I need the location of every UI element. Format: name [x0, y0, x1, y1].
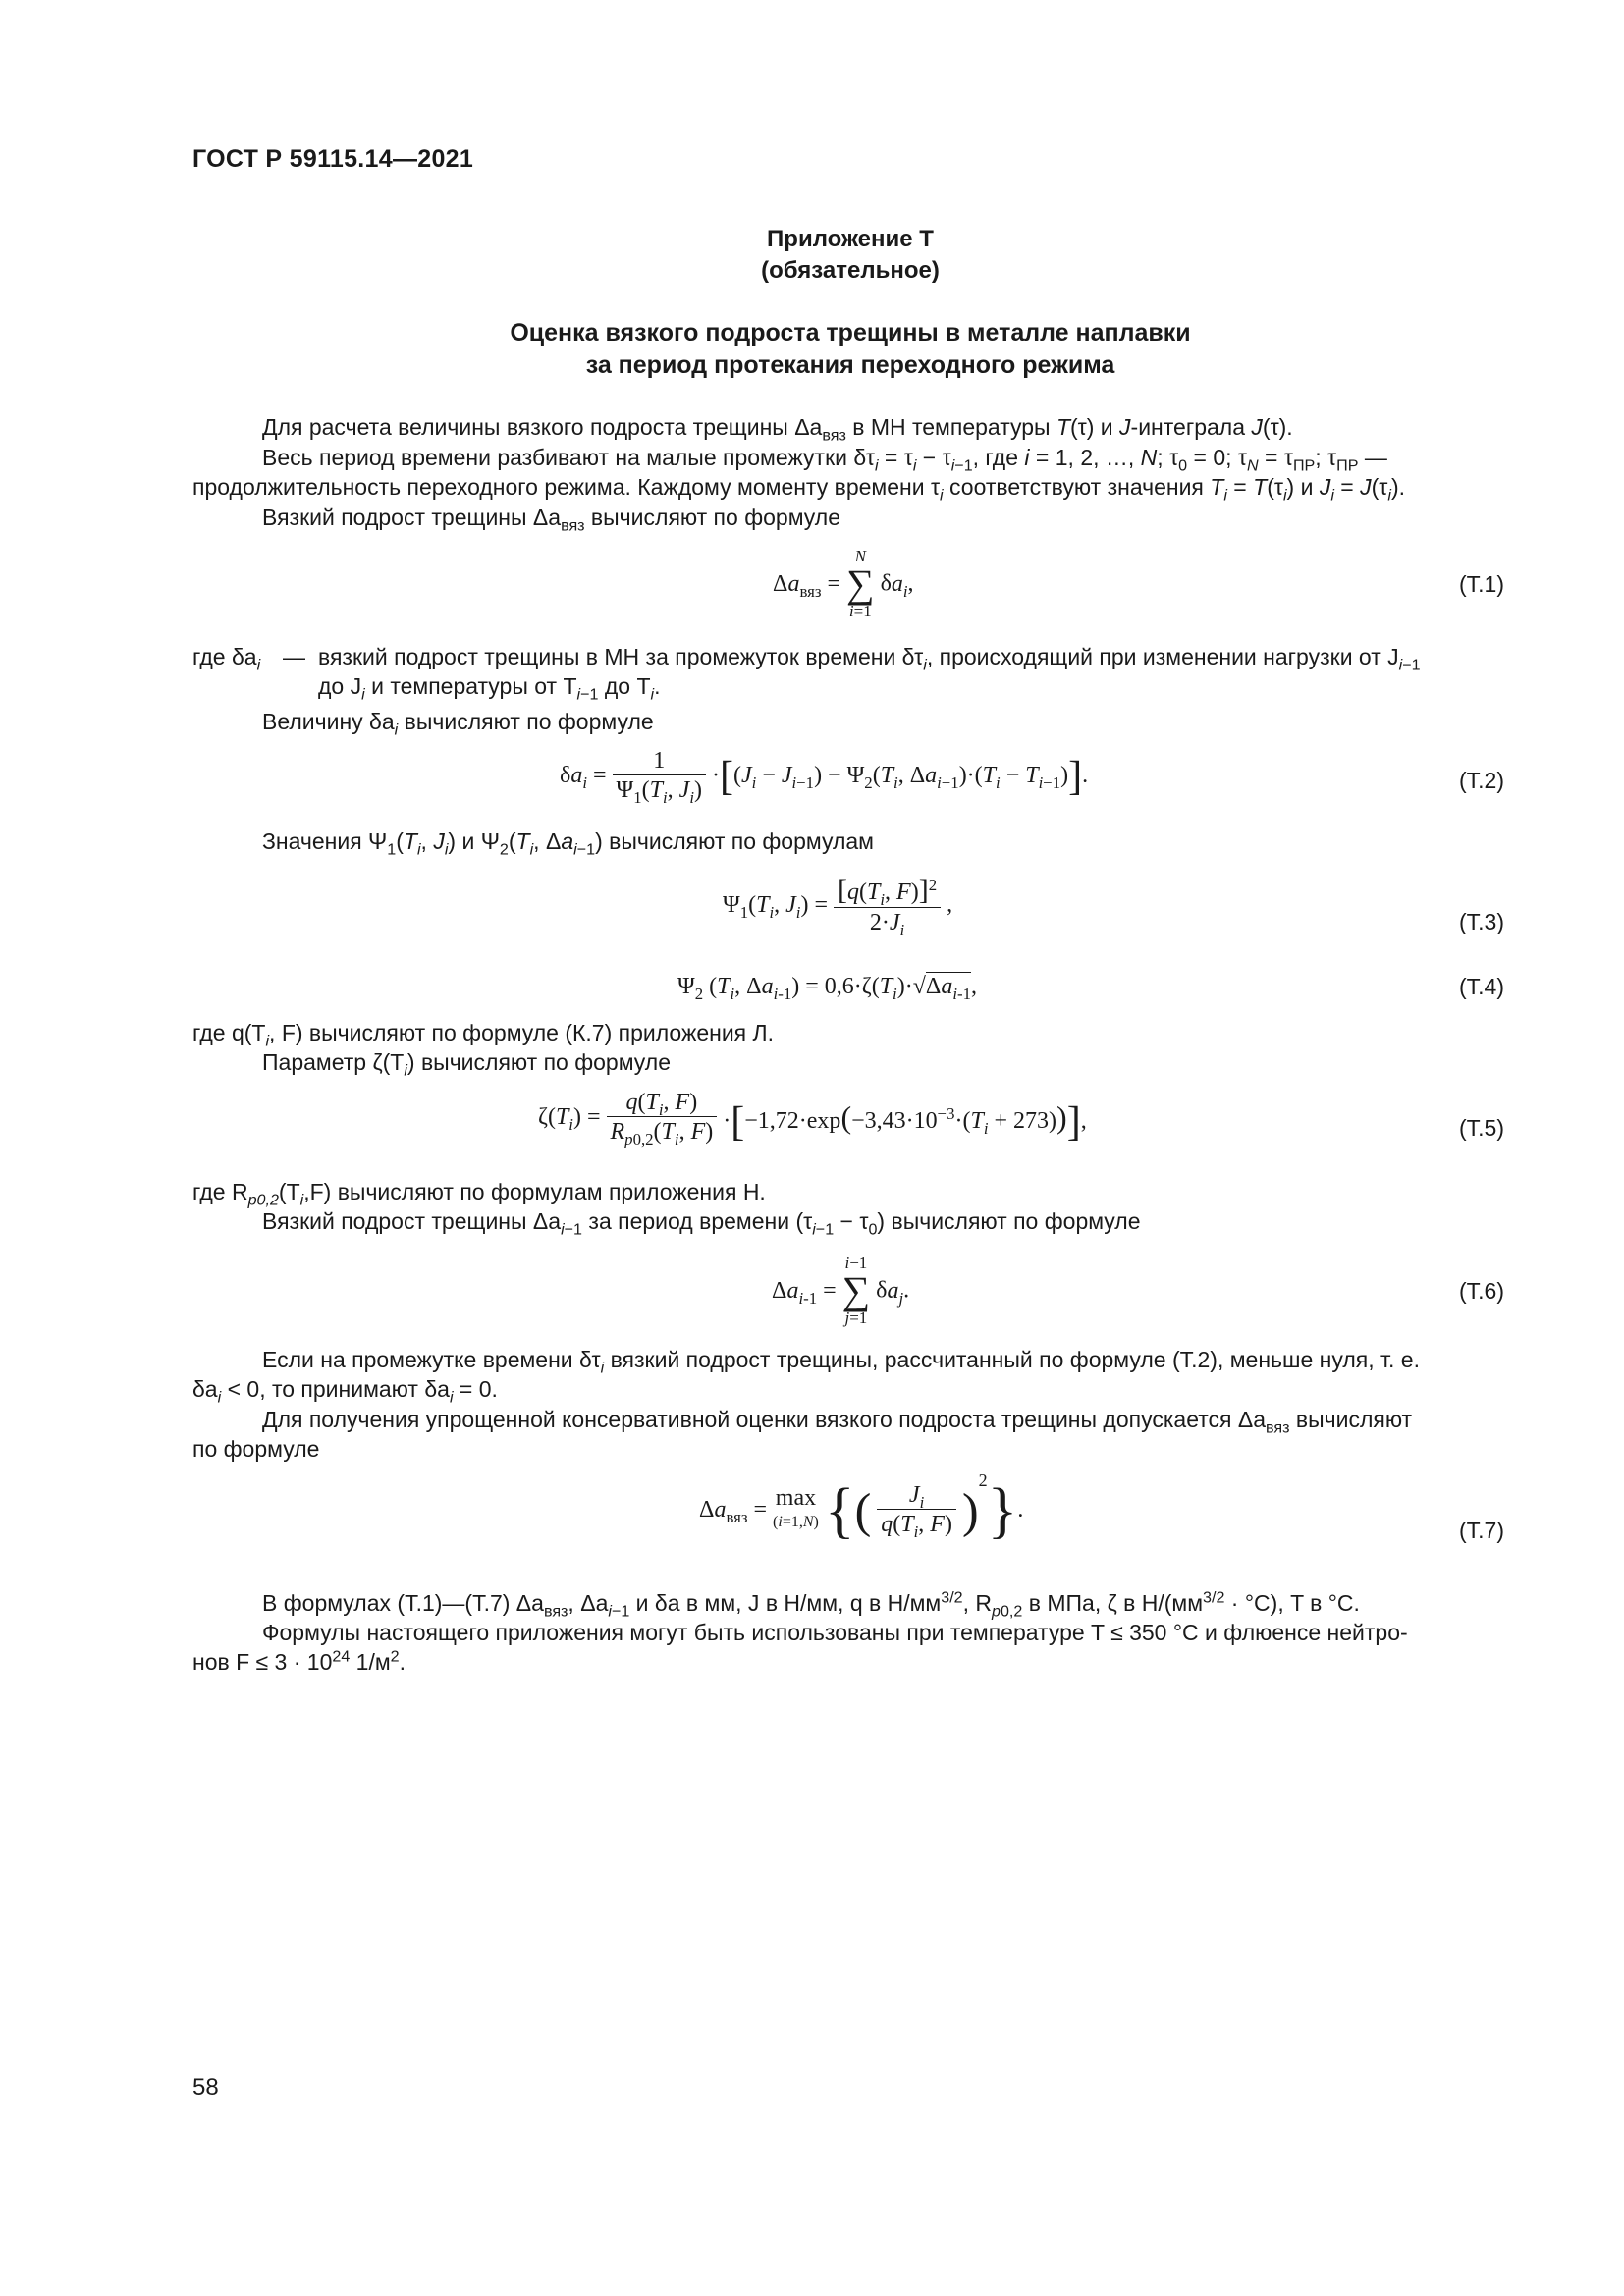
paragraph-13-line1: Формулы настоящего приложения могут быть использованы при температуре T ≤ 350 °С и флюенсе нейтро- [262, 1620, 1408, 1645]
equation-number-t5: (Т.5) [1459, 1115, 1504, 1141]
paragraph-11-line2: по формуле [192, 1436, 320, 1462]
where-clause-1: где $\delta a_i$ [192, 644, 261, 674]
paragraph-2-line1: Весь период времени разбивают на малые промежутки $\delta\tau_i = \tau_i - \tau_{i-1}$, где i = 1, 2, …, N; $\tau_0 = 0$; $\tau_N = \tau_{ПР}$; $\tau_{ПР}$ — [262, 445, 1387, 475]
paragraph-13-line2: нов $F \le 3 \cdot 10^{24}$ $1/м^2$. [192, 1647, 406, 1675]
paragraph-1: Для расчета величины вязкого подроста трещины $\Delta a_{вяз}$ в МН температуры T(τ) и J-интеграла J(τ). [262, 414, 1293, 445]
document-code: ГОСТ Р 59115.14—2021 [192, 145, 474, 173]
equation-t1: $\Delta a_{вяз} = N$ ∑ i=1 $\delta a_i$, [773, 547, 914, 620]
where-clause-1-line2: до $J_i$ и температуры от $T_{i-1}$ до $T_i$. [318, 673, 661, 704]
paragraph-3: Вязкий подрост трещины $\Delta a_{вяз}$ вычисляют по формуле [262, 505, 840, 535]
paragraph-11-line1: Для получения упрощенной консервативной оценки вязкого подроста трещины допускается $\Delta a_{вяз}$ вычисляют [262, 1407, 1413, 1437]
equation-t2: $\delta a_i$ = $\frac{1}{\Psi_1(T_i, J_i)}$ $\cdot[(J_i - J_{i-1}) - \Psi_2(T_i$, $\Delta a_{i-1})\cdot(T_i - T_{i-1})$]. [560, 748, 1089, 807]
equation-t7: $\Delta a_{вяз} = \max$ (i=1,N) {( $\frac{J_i}{q(T_i, F)}$ )$^2$}. [699, 1470, 1024, 1545]
equation-t4: $\Psi_2$ ($T_i$, $\Delta a_{i-1}) = 0,6\cdot\zeta(T_i)\cdot√\Delta a_{i-1}$, [677, 974, 977, 1003]
paragraph-10-line2: $\delta a_i < 0$, то принимают $\delta a_i = 0$. [192, 1376, 498, 1407]
where-clause-1-dash: — [283, 644, 305, 669]
equation-number-t1: (Т.1) [1459, 571, 1504, 597]
equation-t6: $\Delta a_{i-1} = i-1$ ∑ j=1 $\delta a_j$. [772, 1254, 910, 1327]
paragraph-10-line1: Если на промежутке времени $\delta\tau_i$ вязкий подрост трещины, рассчитанный по формуле (Т.2), меньше нуля, т. е. [262, 1347, 1420, 1377]
paragraph-8: где $R_{p0,2}(T_i,F)$ вычисляют по формулам приложения Н. [192, 1179, 766, 1209]
appendix-heading-line2: за период протекания переходного режима [585, 351, 1115, 379]
appendix-heading-line1: Оценка вязкого подроста трещины в металле наплавки [510, 319, 1191, 347]
equation-t5: $\zeta(T_i)$ = $\frac{q(T_i, F)}{R_{p0,2}(T_i, F)}$ $\cdot[-1,72\cdot\exp(-3,43\cdot 10^{-3}\cdot(T_i + 273))]$, [538, 1090, 1087, 1148]
equation-number-t6: (Т.6) [1459, 1278, 1504, 1304]
appendix-status: (обязательное) [761, 257, 940, 284]
paragraph-9: Вязкий подрост трещины $\Delta a_{i-1}$ за период времени $(\tau_{i-1} - \tau_0)$ вычисляют по формуле [262, 1208, 1141, 1239]
equation-t3: $\Psi_1(T_i$, $J_i$) = $\frac{[q(T_i, F)]^2}{2\cdot J_i}$ , [723, 874, 953, 939]
equation-number-t2: (Т.2) [1459, 768, 1504, 793]
equation-number-t3: (Т.3) [1459, 909, 1504, 934]
paragraph-6: где $q(T_i$, F) вычисляют по формуле (К.7) приложения Л. [192, 1020, 775, 1050]
equation-number-t4: (Т.4) [1459, 974, 1504, 999]
equation-number-t7: (Т.7) [1459, 1518, 1504, 1543]
paragraph-2-line2: продолжительность переходного режима. Каждому моменту времени $\tau_i$ соответствуют значения $T_i = T(\tau_i)$ и $J_i = J(\tau_i)$. [192, 474, 1406, 505]
appendix-title: Приложение Т [767, 226, 934, 252]
where-clause-1-text: вязкий подрост трещины в МН за промежуток времени $\delta\tau_i$, происходящий при изменении нагрузки от $J_{i-1}$ [318, 644, 1421, 674]
paragraph-5: Значения $\Psi_1(T_i$, $J_i$) и $\Psi_2(T_i$, $\Delta a_{i-1}$) вычисляют по формулам [262, 828, 874, 859]
page-number: 58 [192, 2074, 219, 2101]
paragraph-4: Величину $\delta a_i$ вычисляют по формуле [262, 709, 654, 739]
paragraph-7: Параметр $\zeta(T_i)$ вычисляют по формуле [262, 1049, 671, 1080]
paragraph-12: В формулах (Т.1)—(Т.7) $\Delta a_{вяз}$, $\Delta a_{i-1}$ и δa в мм, J в Н/мм, q в $Н/мм^{3/2}$, $R_{p0,2}$ в МПа, ζ в $Н/(мм^{3/2} \cdot ^\circ С)$, T в °С. [262, 1588, 1360, 1621]
